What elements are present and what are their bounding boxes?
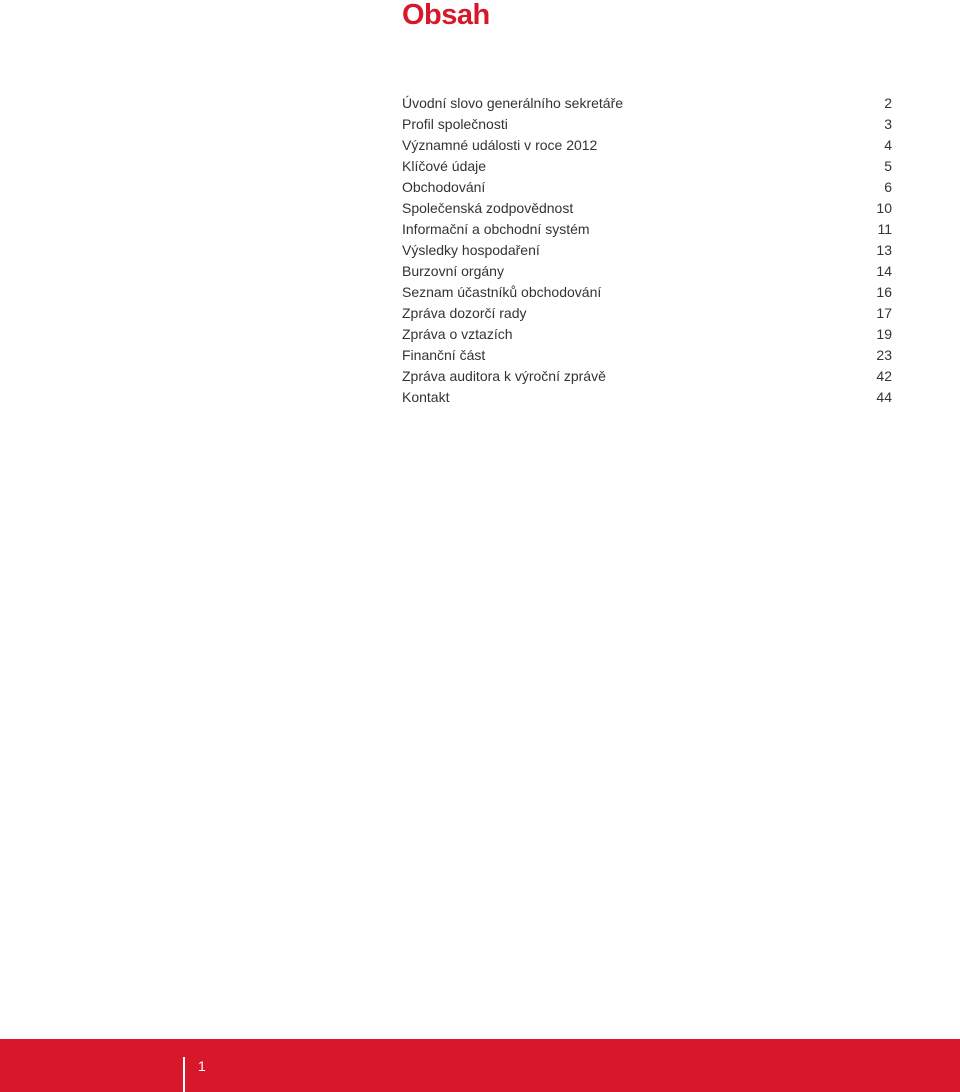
toc-entry-label: Obchodování: [402, 179, 486, 195]
toc-entry-label: Zpráva auditora k výroční zprávě: [402, 368, 606, 384]
toc-entry[interactable]: [402, 366, 892, 387]
toc-entry-label: Profil společnosti: [402, 116, 508, 132]
toc-entry[interactable]: [402, 114, 892, 135]
toc-entry[interactable]: [402, 387, 892, 408]
toc-entry-label: Kontakt: [402, 389, 450, 405]
page-number: 1: [198, 1058, 206, 1074]
toc-entry-page: 5: [884, 158, 892, 174]
toc-entry[interactable]: [402, 240, 892, 261]
toc-entry-label: Úvodní slovo generálního sekretáře: [402, 95, 624, 111]
toc-entry-page: 10: [876, 200, 892, 216]
toc-entry[interactable]: [402, 219, 892, 240]
toc-entry-page: 42: [876, 368, 892, 384]
toc-entry-page: 3: [884, 116, 892, 132]
footer-bar: [0, 1039, 960, 1092]
toc-entry[interactable]: [402, 345, 892, 366]
toc-entry-page: 6: [884, 179, 892, 195]
toc-entry-page: 16: [876, 284, 892, 300]
toc-entry[interactable]: [402, 324, 892, 345]
toc-entry-page: 23: [876, 347, 892, 363]
toc-entry-label: Výsledky hospodaření: [402, 242, 540, 258]
toc-entry[interactable]: [402, 282, 892, 303]
table-of-contents: [402, 93, 892, 408]
toc-entry-label: Informační a obchodní systém: [402, 221, 590, 237]
toc-entry-label: Seznam účastníků obchodování: [402, 284, 602, 300]
toc-entry-page: 11: [877, 221, 892, 237]
toc-entry-page: 2: [884, 95, 892, 111]
toc-entry[interactable]: [402, 156, 892, 177]
toc-entry-page: 17: [876, 305, 892, 321]
page-title: Obsah: [402, 0, 490, 31]
toc-entry-label: Významné události v roce 2012: [402, 137, 598, 153]
toc-entry-label: Burzovní orgány: [402, 263, 504, 279]
toc-entry-page: 14: [876, 263, 892, 279]
toc-entry[interactable]: [402, 177, 892, 198]
toc-entry-page: 44: [876, 389, 892, 405]
toc-entry-page: 19: [876, 326, 892, 342]
toc-entry-label: Zpráva dozorčí rady: [402, 305, 527, 321]
toc-entry[interactable]: [402, 303, 892, 324]
toc-entry-page: 13: [876, 242, 892, 258]
toc-entry-label: Finanční část: [402, 347, 486, 363]
toc-entry[interactable]: [402, 198, 892, 219]
toc-entry-label: Zpráva o vztazích: [402, 326, 513, 342]
toc-entry[interactable]: [402, 135, 892, 156]
toc-entry[interactable]: [402, 261, 892, 282]
footer-divider: [183, 1057, 185, 1092]
toc-entry-label: Klíčové údaje: [402, 158, 487, 174]
toc-entry[interactable]: [402, 93, 892, 114]
toc-entry-label: Společenská zodpovědnost: [402, 200, 574, 216]
toc-entry-page: 4: [884, 137, 892, 153]
